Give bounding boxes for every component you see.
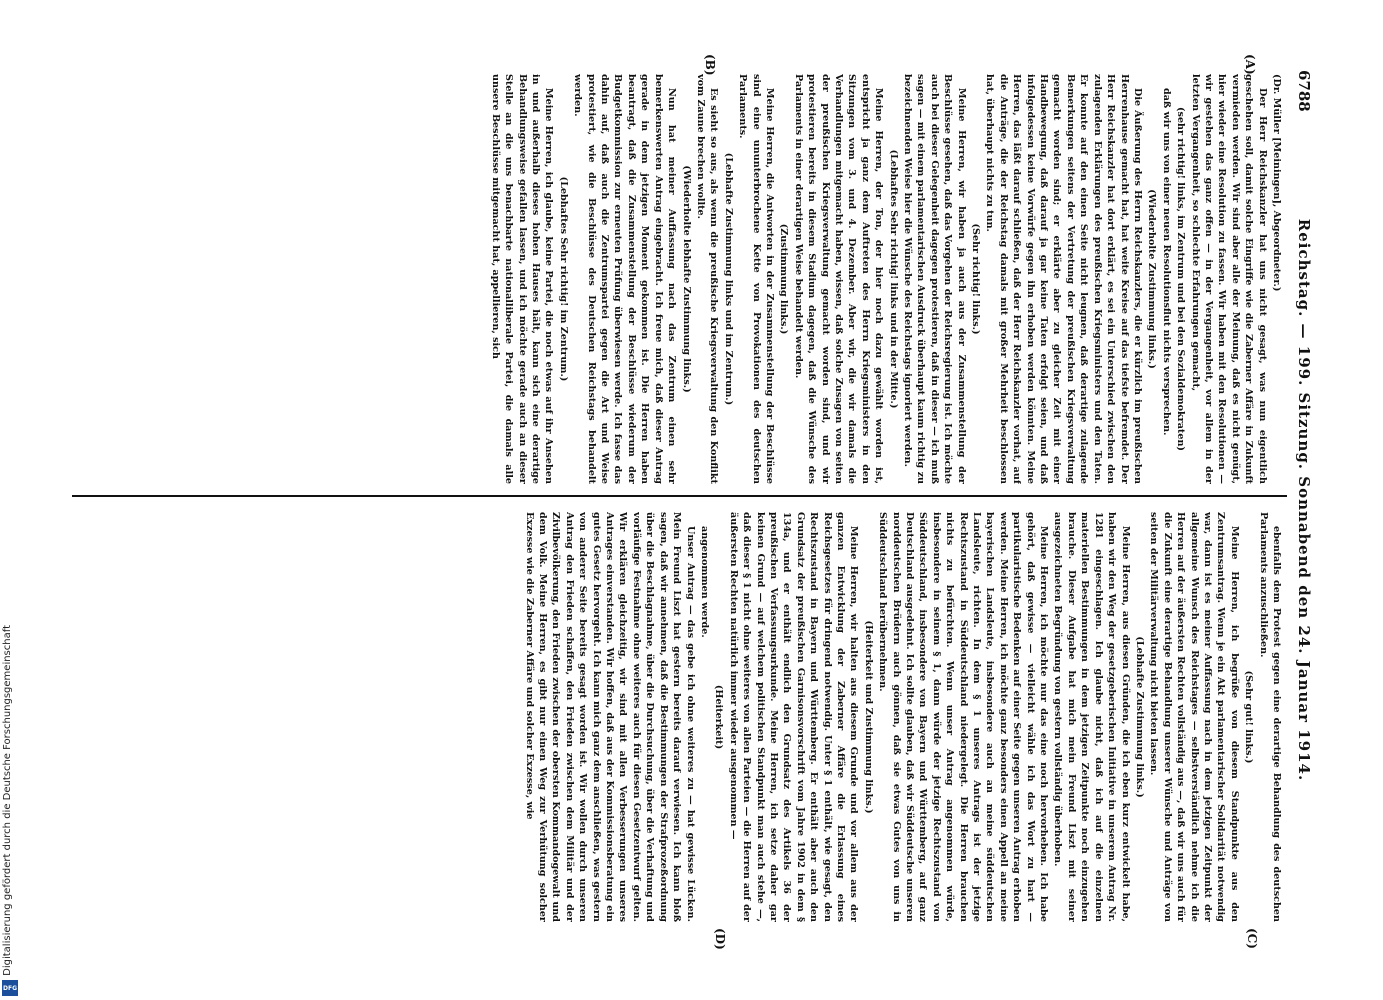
paragraph: Meine Herren, ich glaube, keine Partei, die noch etwas auf ihr Ansehen in und außerhalb dieses hohen Hauses hält, kann sich eine derartige Behandlungsweise gefallen lassen, und ich möchte gerade auch an dieser Stelle an die uns benachbarte nationalliberale Partei, die damals alle unsere Beschlüsse mitgemacht hat, appellieren, sich xyxy=(489,74,554,484)
digitization-credit: Digitalisierung gefördert durch die Deutsche Forschungsgemeinschaft xyxy=(2,625,13,976)
interjection: (Lebhafte Zustimmung links.) xyxy=(1133,636,1145,798)
paragraph: Meine Herren, ich begrüße von diesem Standpunkte aus den Zentrumsantrag. Wenn je ein Akt parlamentarischer Solidarität notwendig war, dann ist es meiner Auffassung nach in dem jetzigen Zeitpunkt der allgemeine Wunsch des Reichstages — selbstverständlich nehme ich die Herren auf der äußersten Rechten vollständig aus —, daß wir uns auch für die Zukunft eine derartige Behandlung unserer Wünsche und Anträge von seiten der Militärverwaltung nicht bieten lassen. xyxy=(1147,512,1240,922)
interjection: (Wiederholte Zustimmung links.) xyxy=(1145,189,1157,369)
right-column xyxy=(73,512,1283,922)
interjection: (Wiederholte lebhafte Zustimmung links.) xyxy=(680,165,692,393)
paragraph: daß wir uns von einer neuen Resolutionsflut nichts versprechen. xyxy=(1160,88,1172,436)
paragraph: Es sieht so aus, als wenn die preußische Kriegsverwaltung den Konflikt vom Zaune brechen wollte. xyxy=(694,74,719,484)
page-number: 6788 xyxy=(1294,70,1313,112)
paragraph: Meine Herren, ich möchte nur das eine noch hervorheben. Ich habe gehört, daß gewisse — vielleicht wähle ich das Wort zu hart — partikularistische Bedenken auf einer Seite gegen unseren Antrag erhoben werden. Meine Herren, ich möchte ganz besonders einen Appell an meine bayerischen Landsleute, insbesondere auch an meine süddeutschen Landsleute, richten. In dem § 1 unseres Antrags ist der jetzige Rechtszustand in Süddeutschland niedergelegt. Die Herren brauchen nichts zu befürchten. Wenn unser Antrag angenommen würde, insbesondere in seinem § 1, dann würde der jetzige Rechtszustand von Süddeutschland, insbesondere von Bayern und Württemberg, auf ganz Deutschland ausgedehnt. Ich sollte glauben, daß wir Süddeutsche unseren norddeutschen Brüdern auch gönnen, daß sie etwas Gutes von uns in Süddeutschland herübernehmen. xyxy=(876,512,1049,922)
paragraph: Meine Herren, aus diesen Gründen, die ich eben kurz entwickelt habe, haben wir den Weg der gesetzgeberischen Initiative in unserem Antrag Nr. 1281 eingeschlagen. Ich glaube nicht, daß ich auf die einzelnen materiellen Bestimmungen in dem jetzigen Zeitpunkte noch einzugehen brauche. Dieser Aufgabe hat mich mein Freund Liszt mit seiner ausgezeichneten Begründung von gestern vollständig überhoben. xyxy=(1052,512,1131,922)
paragraph: Meine Herren, wir haben ja auch aus der Zusammenstellung der Beschlüsse gesehen, daß das Vorgehen der Reichsregierung ist. Ich möchte auch bei dieser Gelegenheit dagegen protestieren, daß in dieser — ich muß sagen — mit einem parlamentarischen Ausdruck überhaupt kaum richtig zu bezeichnenden Weise hier die Wünsche des Reichstags ignoriert werden. xyxy=(901,74,967,484)
paragraph: Die Äußerung des Herrn Reichskanzlers, die er kürzlich im preußischen Herrenhause gemacht hat, hat weite Kreise auf das tiefste befremdet. Der Herr Reichskanzler hat dort erklärt, es sei ein Unterschied zwischen den zulagenden Erklärungen des preußischen Kriegsministers und den Taten. Er konnte auf den einen Seite nicht leugnen, daß derartige zulagende Bemerkungen seitens der Vertretung der preußischen Kriegsverwaltung gemacht worden sind; er erklärte aber zu gleicher Zeit mit einer Handbewegung, daß darauf ja gar keine Taten erfolgt seien, und daß infolgedessen keine Vorwürfe gegen ihn erhoben werden könnten. Meine Herren, das läßt darauf schließen, daß der Herr Reichskanzler vorhat, auf die Anträge, die der Reichstag damals mit großer Mehrheit beschlossen hat, überhaupt nichts zu tun. xyxy=(983,74,1143,484)
side-note xyxy=(0,0,20,1000)
column-divider xyxy=(72,495,1287,497)
paragraph: ebenfalls dem Protest gegen eine derartige Behandlung des deutschen Parlaments anzuschließen. xyxy=(1257,512,1282,922)
interjection: (Zustimmung links.) xyxy=(777,223,789,335)
margin-marker-a: (A) xyxy=(1242,54,1257,75)
interjection: (Heiterkeit und Zustimmung links.) xyxy=(862,620,874,814)
margin-marker-c: (C) xyxy=(1244,928,1259,949)
interjection: (Heiterkeit) xyxy=(712,684,724,750)
interjection: (sehr richtig! links, im Zentrum und bei den Sozialdemokraten) xyxy=(1174,107,1186,451)
dfg-logo: DFG xyxy=(2,980,18,996)
session-title: Reichstag. — 199. Sitzung. Sonnabend den 24. Januar 1914. xyxy=(1294,218,1313,782)
page-header xyxy=(1291,70,1317,930)
paragraph: Meine Herren, der Ton, der hier noch dazu gewählt worden ist, entspricht ja ganz dem Auftreten des Herrn Kriegsministers in den Sitzungen vom 3. und 4. Dezember. Aber wir, die wir damals die Verhandlungen mitgemacht haben, wissen, daß solche Zusagen von seiten der preußischen Kriegsverwaltung gemacht worden sind, und wir protestieren bereits in diesem Stadium dagegen, daß die Wünsche des Parlaments in einer derartigen Weise behandelt werden. xyxy=(792,74,884,484)
speaker-line: (Dr. Müller [Meiningen], Abgeordneter.) xyxy=(1270,74,1282,292)
interjection: (Lebhaftes Sehr richtig! links und in der Mitte.) xyxy=(887,149,899,409)
paragraph: Meine Herren, wir halten aus diesem Grunde und vor allem aus der ganzen Entwicklung der Zaberner Affäre die Erlassung eines Reichsgesetzes für dringend notwendig. Unter § 1 enthält, wie gesagt, den Rechtszustand in Bayern und Württemberg. Er enthält aber auch den Grundsatz der preußischen Garnisonsvorschrift vom Jahre 1902 in dem § 134a, und er enthält endlich den Grundsatz des Artikels 36 der preußischen Verfassungsurkunde. Meine Herren, ich setze daher gar keinen Grund — auf welchem politischen Standpunkt man auch stehe —, daß dieser § 1 nicht ohne weiteres von allen Parteien — die Herren auf der äußersten Rechten natürlich immer wieder ausgenommen — xyxy=(727,512,859,922)
paragraph: Nun hat meiner Auffassung nach das Zentrum einen sehr bemerkenswerten Antrag eingebracht. Ich freue mich, daß dieser Antrag gerade in dem jetzigen Moment gekommen ist. Die Herren haben beantragt, daß die Zusammenstellung der Beschlüsse wiederum der Budgetkommission zur erneuten Prüfung überwiesen werde. Ich fasse das dahin auf, daß auch die Zentrumspartei gegen die Art und Weise protestiert, wie die Beschlüsse des Deutschen Reichstags behandelt werden. xyxy=(571,74,677,484)
paragraph: angenommen werde. xyxy=(698,526,710,638)
paragraph: Unser Antrag — das gebe ich ohne weiteres zu — hat gewisse Lücken. Mein Freund Liszt hat gestern bereits darauf verwiesen. Ich kann bloß sagen, daß wir annehmen, daß die Bestimmungen der Strafprozeßordnung über die Beschlagnahme, über die Durchsuchung, über die Verhaftung und vorläufige Festnahme ohne weiteres auch für diesen Gesetzentwurf gelten. Wir erklären gleichzeitig, wir sind mit allen Verbesserungen unseres Antrages einverstanden. Wir hoffen, daß aus der Kommissionsberatung ein gutes Gesetz hervorgeht. Ich kann mich ganz dem anschließen, was gestern von anderer Seite bereits gesagt worden ist. Wir wollen durch unseren Antrag den Frieden schaffen, den Frieden zwischen dem Militär und der Zivilbevölkerung, den Frieden zwischen der obersten Kommandogewalt und dem Volk. Meine Herren, es gibt nur einen Weg zur Verhütung solcher Exzesse wie die Zaberner Affäre und solcher Exzesse, wie xyxy=(523,512,696,922)
margin-marker-b: (B) xyxy=(702,54,717,76)
interjection: (Lebhafte Zustimmung links und im Zentrum.) xyxy=(722,152,734,406)
interjection: (Sehr richtig! links.) xyxy=(969,223,981,335)
interjection: (Lebhaftes Sehr richtig! im Zentrum.) xyxy=(557,176,569,382)
paragraph: Meine Herren, die Antworten in der Zusammenstellung der Beschlüsse sind eine ununterbrochene Kette von Provokationen des deutschen Parlaments. xyxy=(736,74,775,484)
left-column xyxy=(73,74,1283,484)
paragraph: Der Herr Reichskanzler hat uns nicht gesagt, was nun eigentlich geschehen soll, damit solche Eingriffe wie die Zaberner Affäre in Zukunft vermieden werden. Wir sind aber alle der Meinung, daß es nicht genügt, hier wieder eine Resolution zu fassen. Wir haben mit den Resolutionen — wir gestehen das ganz offen — in der Vergangenheit, vor allem in der letzten Vergangenheit, so schlechte Erfahrungen gemacht, xyxy=(1189,74,1268,484)
margin-marker-d: (D) xyxy=(712,928,727,950)
interjection: (Sehr gut! links.) xyxy=(1242,670,1254,764)
rotated-page xyxy=(57,50,1327,950)
